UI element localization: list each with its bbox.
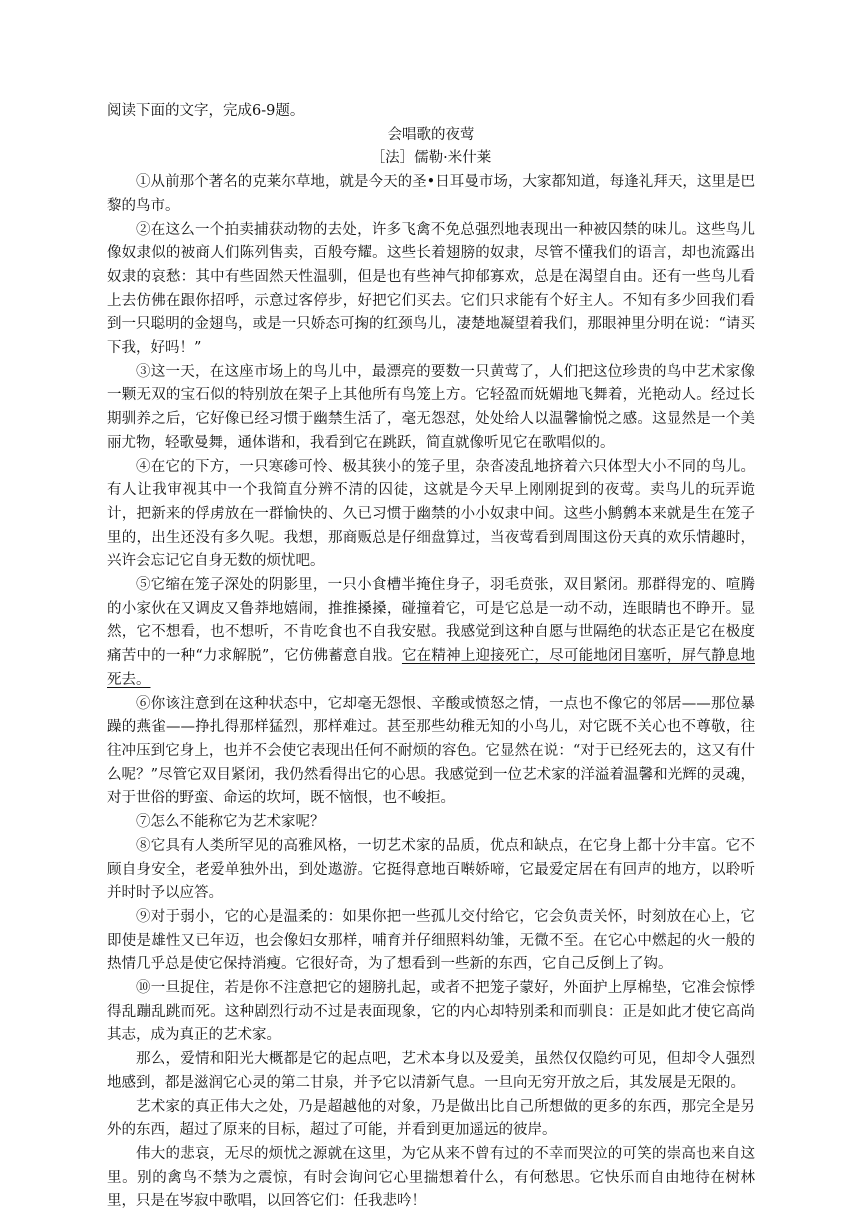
paragraph-text: ⑨对于弱小，它的心是温柔的：如果你把一些孤儿交付给它，它会负责关怀，时刻放在心上，它即使是雄性又已年迈，也会像妇女那样，哺育并仔细照料幼雏，无微不至。在它心中燃起的火一般的热情几乎总是使它保持消瘦。它很好奇，为了想看到一些新的东西，它自己反倒上了钩。 bbox=[107, 908, 755, 973]
reading-passage bbox=[107, 100, 755, 1214]
underlined-sentence: 它在精神上迎接死亡，尽可能地闭目塞听，屏气静息地死去。 bbox=[107, 648, 756, 688]
paragraph-text: ⑤它缩在笼子深处的阴影里，一只小食槽半掩住身子，羽毛贲张，双目紧闭。那群得宠的、喧腾的小家伙在又调皮又鲁莽地嬉闹，推推搡搡，碰撞着它，可是它总是一动不动，连眼睛也不睁开。显然，它不想看，也不想听，不肯吃食也不自我安慰。我感觉到这种自愿与世隔绝的状态正是它在极度痛苦中的一种“力求解脱”，它仿佛蓄意自戕。 bbox=[107, 577, 755, 665]
paragraph-text: ③这一天，在这座市场上的鸟儿中，最漂亮的要数一只黄莺了，人们把这位珍贵的鸟中艺术家像一颗无双的宝石似的特别放在架子上其他所有鸟笼上方。它轻盈而妩媚地飞舞着，光艳动人。经过长期驯养之后，它好像已经习惯于幽禁生活了，毫无怨怼，处处给人以温馨愉悦之感。这显然是一个美丽尤物，轻歌曼舞，通体谐和，我看到它在跳跃，简直就像听见它在歌唱似的。 bbox=[107, 363, 755, 451]
paragraph-text: ①从前那个著名的克莱尔草地，就是今天的圣•日耳曼市场，大家都知道，每逢礼拜天，这里是巴黎的鸟市。 bbox=[107, 174, 755, 214]
paragraph-text: ⑥你该注意到在这种状态中，它却毫无怨恨、辛酸或愤怒之情，一点也不像它的邻居——那位暴躁的燕雀——挣扎得那样猛烈，那样难过。甚至那些幼稚无知的小鸟儿，对它既不关心也不尊敬，往往冲压到它身上，也并不会使它表现出任何不耐烦的容色。它显然在说：“对于已经死去的，这又有什么呢？”尽管它双目紧闭，我仍然看得出它的心思。我感觉到一位艺术家的洋溢着温馨和光辉的灵魂，对于世俗的野蛮、命运的坎坷，既不恼恨，也不峻拒。 bbox=[107, 695, 755, 807]
paragraph-text: ⑦怎么不能称它为艺术家呢？ bbox=[136, 814, 325, 831]
paragraph-7 bbox=[107, 811, 755, 835]
paragraph-9 bbox=[107, 906, 755, 977]
paragraph-text: 艺术家的真正伟大之处，乃是超越他的对象，乃是做出比自己所想做的更多的东西，那完全是另外的东西，超过了原来的目标，超过了可能，并看到更加遥远的彼岸。 bbox=[107, 1098, 755, 1139]
paragraph-text: ⑧它具有人类所罕见的高雅风格，一切艺术家的品质，优点和缺点，在它身上都十分丰富。它不顾自身安全，老爱单独外出，到处遨游。它挺得意地百啭娇啼，它最爱定居在有回声的地方，以聆听并时时予以应答。 bbox=[107, 837, 755, 902]
paragraph-5 bbox=[107, 574, 755, 693]
paragraph-13 bbox=[107, 1143, 755, 1214]
paragraph-text: ④在它的下方，一只寒碜可怜、极其狭小的笼子里，杂沓凌乱地挤着六只体型大小不同的鸟儿。有人让我审视其中一个我简直分辨不清的囚徒，这就是今天早上刚刚捉到的夜莺。卖鸟儿的玩弄诡计，把新来的俘虏放在一群愉快的、久已习惯于幽禁的小小奴隶中间。这些小鹪鹩本来就是生在笼子里的，出生还没有多久呢。我想，那商贩总是仔细盘算过，当夜莺看到周围这份天真的欢乐情趣时，兴许会忘记它自身无数的烦忧吧。 bbox=[107, 458, 755, 570]
paragraph-8 bbox=[107, 835, 755, 906]
paragraph-text: ②在这么一个拍卖捕获动物的去处，许多飞禽不免总强烈地表现出一种被囚禁的味儿。这些鸟儿像奴隶似的被商人们陈列售卖，百般夸耀。这些长着翅膀的奴隶，尽管不懂我们的语言，却也流露出奴隶的哀愁：其中有些固然天性温驯，但是也有些神气抑郁寡欢，总是在渴望自由。还有一些鸟儿看上去仿佛在跟你招呼，示意过客停步，好把它们买去。它们只求能有个好主人。不知有多少回我们看到一只聪明的金翅鸟，或是一只娇态可掬的红颈鸟儿，凄楚地凝望着我们，那眼神里分明在说：“请买下我，好吗！” bbox=[107, 221, 755, 357]
paragraph-2 bbox=[107, 219, 755, 361]
article-author: ［法］儒勒·米什莱 bbox=[370, 150, 492, 167]
paragraph-text: 那么，爱情和阳光大概都是它的起点吧，艺术本身以及爱美，虽然仅仅隐约可见，但却令人强烈地感到，都是滋润它心灵的第二甘泉，并予它以清新气息。一旦向无穷开放之后，其发展是无限的。 bbox=[107, 1051, 755, 1091]
article-title: 会唱歌的夜莺 bbox=[387, 126, 475, 143]
paragraph-6 bbox=[107, 693, 755, 812]
paragraph-text: 伟大的悲哀，无尽的烦忧之源就在这里，为它从来不曾有过的不幸而哭泣的可笑的崇高也来自这里。别的禽鸟不禁为之震惊，有时会询问它心里揣想着什么，有何愁思。它快乐而自由地待在树林里，只是在岑寂中歌唱，以回答它们：任我悲吟！ bbox=[107, 1145, 755, 1210]
instruction-text: 阅读下面的文字，完成6-9题。 bbox=[107, 103, 305, 119]
paragraph-4 bbox=[107, 456, 755, 575]
paragraph-1 bbox=[107, 171, 755, 218]
paragraph-12 bbox=[107, 1096, 755, 1143]
paragraph-10 bbox=[107, 977, 755, 1048]
paragraph-11 bbox=[107, 1048, 755, 1095]
paragraph-3 bbox=[107, 361, 755, 456]
paragraph-text: ⑩一旦捉住，若是你不注意把它的翅膀扎起，或者不把笼子蒙好，外面护上厚棉垫，它准会惊悸得乱蹦乱跳而死。这种剧烈行动不过是表面现象，它的内心却特别柔和而驯良：正是如此才使它高尚其志，成为真正的艺术家。 bbox=[107, 980, 755, 1044]
